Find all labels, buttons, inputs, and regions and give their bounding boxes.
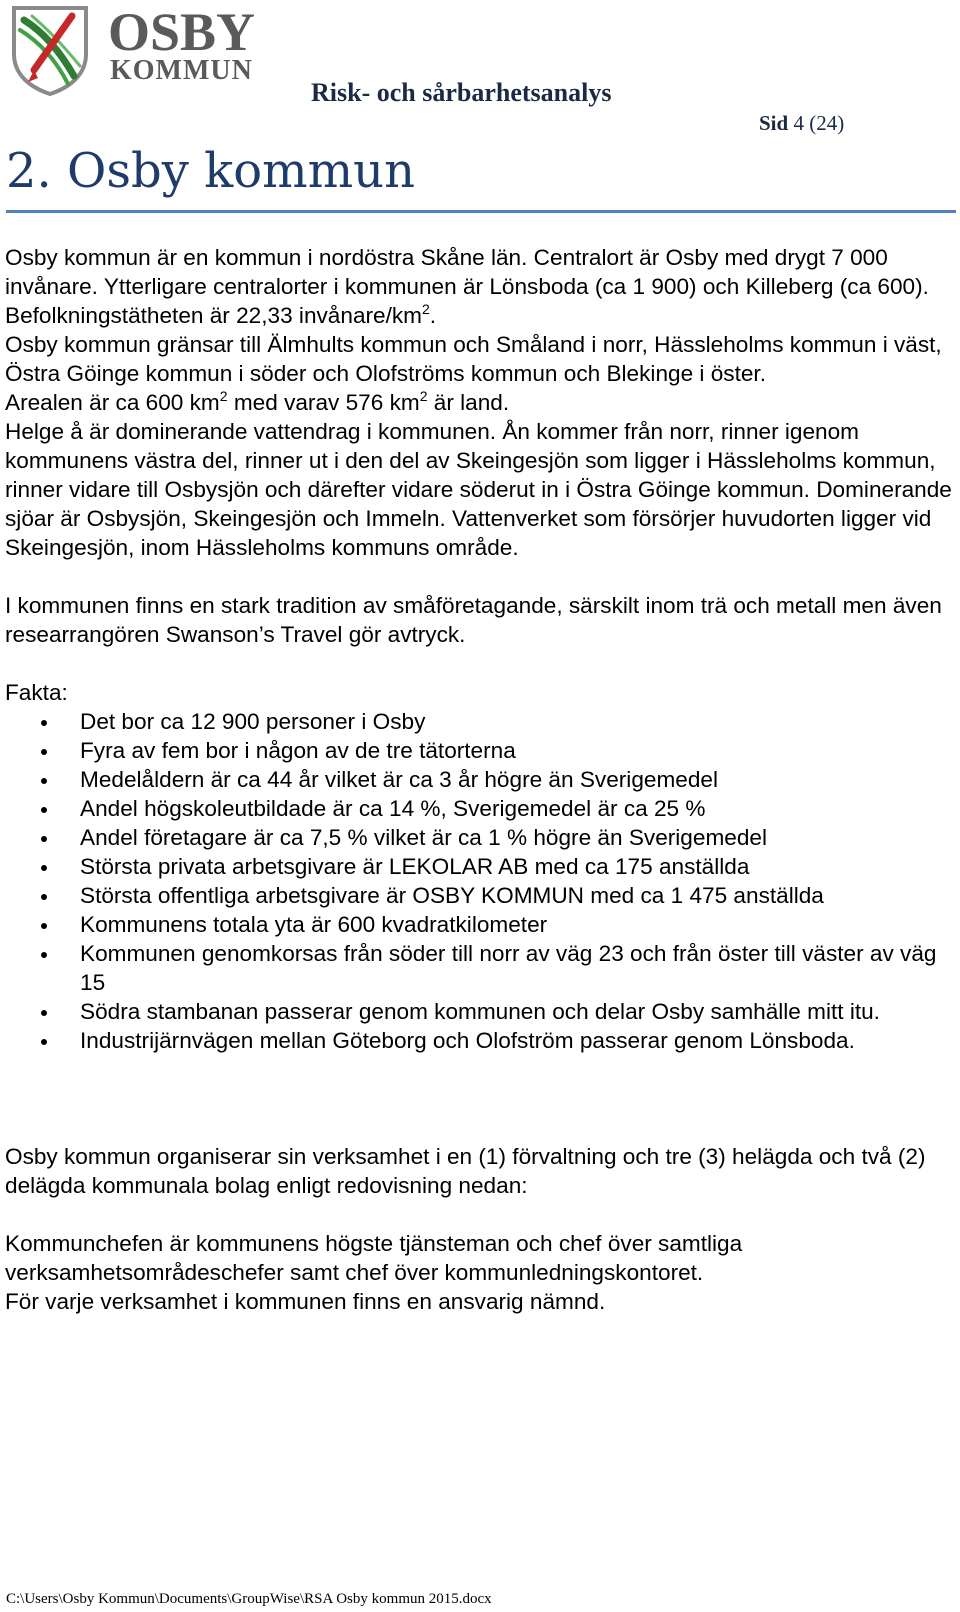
bullet-icon <box>41 923 47 929</box>
bullet-icon <box>41 894 47 900</box>
report-title: Risk- och sårbarhetsanalys <box>311 78 612 107</box>
committee-paragraph: För varje verksamhet i kommunen finns en ansvarig nämnd. <box>5 1289 606 1314</box>
section-heading: 2. Osby kommun <box>6 143 415 199</box>
heading-rule <box>6 210 956 213</box>
page-value: 4 (24) <box>793 111 845 135</box>
borders-paragraph: Osby kommun gränsar till Älmhults kommun och Småland i norr, Hässleholms kommun i väst, Östra Göinge kommun i söder och Olofströms kommun och Blekinge i öster. <box>5 332 942 386</box>
list-item-text: Kommunen genomkorsas från söder till norr av väg 23 och från öster till väster av väg 15 <box>80 941 937 995</box>
list-item <box>5 1026 955 1055</box>
bullet-icon <box>41 1039 47 1045</box>
list-item-text: Största offentliga arbetsgivare är OSBY KOMMUN med ca 1 475 anställda <box>80 883 824 908</box>
list-item-text: Fyra av fem bor i någon av de tre tätorterna <box>80 738 516 763</box>
spacer <box>5 562 955 591</box>
logo-wordmark: OSBY <box>108 2 256 62</box>
list-item-text: Det bor ca 12 900 personer i Osby <box>80 709 426 734</box>
facts-list <box>5 707 955 1055</box>
list-item-text: Största privata arbetsgivare är LEKOLAR AB med ca 175 anställda <box>80 854 750 879</box>
bullet-icon <box>41 1010 47 1016</box>
logo-subtitle: KOMMUN <box>110 55 253 86</box>
density-end: . <box>429 303 437 328</box>
list-item-text: Industrijärnvägen mellan Göteborg och Olofström passerar genom Lönsboda. <box>80 1028 855 1053</box>
spacer <box>5 649 955 678</box>
bullet-icon <box>41 749 47 755</box>
list-item <box>5 707 955 736</box>
list-item-text: Kommunens totala yta är 600 kvadratkilometer <box>80 912 548 937</box>
density-line <box>5 301 955 330</box>
osby-logo <box>10 2 260 98</box>
list-item <box>5 736 955 765</box>
coat-of-arms-icon <box>10 4 90 96</box>
list-item <box>5 939 955 997</box>
area-text-a: Arealen är ca 600 km <box>5 390 220 415</box>
area-line <box>5 388 955 417</box>
intro-paragraph: Osby kommun är en kommun i nordöstra Skåne län. Centralort är Osby med drygt 7 000 invånare. Ytterligare centralorter i kommunen är Lönsboda (ca 1 900) och Killeberg (ca 600). <box>5 245 929 299</box>
spacer <box>5 1200 955 1229</box>
water-paragraph: Helge å är dominerande vattendrag i kommunen. Ån kommer från norr, rinner igenom kommunens västra del, rinner ut i den del av Skeingesjön som ligger i Hässleholms kommun, rinner vidare till Osbysjön och därefter vidare söderut in i Östra Göinge kommun. Dominerande sjöar är Osbysjön, Skeingesjön och Immeln. Vattenverket som försörjer huvudorten ligger vid Skeingesjön, inom Hässleholms kommuns område. <box>5 419 952 560</box>
list-item-text: Södra stambanan passerar genom kommunen och delar Osby samhälle mitt itu. <box>80 999 880 1024</box>
page-number <box>759 108 844 138</box>
management-paragraph: Kommunchefen är kommunens högste tjänsteman och chef över samtliga verksamhetsområdeschefer samt chef över kommunledningskontoret. <box>5 1231 743 1285</box>
list-item-text: Medelåldern är ca 44 år vilket är ca 3 år högre än Sverigemedel <box>80 767 718 792</box>
page-label: Sid <box>759 111 789 135</box>
area-text-c: är land. <box>427 390 510 415</box>
bullet-icon <box>41 807 47 813</box>
list-item <box>5 823 955 852</box>
area-text-b: med varav 576 km <box>227 390 420 415</box>
facts-label: Fakta: <box>5 680 68 705</box>
area-sup-1: 2 <box>219 388 228 404</box>
list-item <box>5 997 955 1026</box>
spacer <box>5 1055 955 1142</box>
list-item <box>5 852 955 881</box>
list-item <box>5 881 955 910</box>
list-item <box>5 910 955 939</box>
bullet-icon <box>41 720 47 726</box>
list-item <box>5 765 955 794</box>
footer-file-path: C:\Users\Osby Kommun\Documents\GroupWise\RSA Osby kommun 2015.docx <box>6 1591 492 1607</box>
business-paragraph: I kommunen finns en stark tradition av småföretagande, särskilt inom trä och metall men även researrangören Swanson’s Travel gör avtryck. <box>5 593 942 647</box>
document-body <box>5 243 955 1316</box>
density-text: Befolkningstätheten är 22,33 invånare/km <box>5 303 422 328</box>
area-sup-2: 2 <box>419 388 428 404</box>
list-item <box>5 794 955 823</box>
density-sup: 2 <box>422 301 430 317</box>
bullet-icon <box>41 778 47 784</box>
organisation-paragraph: Osby kommun organiserar sin verksamhet i en (1) förvaltning och tre (3) helägda och två (2) delägda kommunala bolag enligt redovisning nedan: <box>5 1144 926 1198</box>
bullet-icon <box>41 952 47 958</box>
bullet-icon <box>41 865 47 871</box>
list-item-text: Andel företagare är ca 7,5 % vilket är ca 1 % högre än Sverigemedel <box>80 825 767 850</box>
bullet-icon <box>41 836 47 842</box>
list-item-text: Andel högskoleutbildade är ca 14 %, Sverigemedel är ca 25 % <box>80 796 706 821</box>
